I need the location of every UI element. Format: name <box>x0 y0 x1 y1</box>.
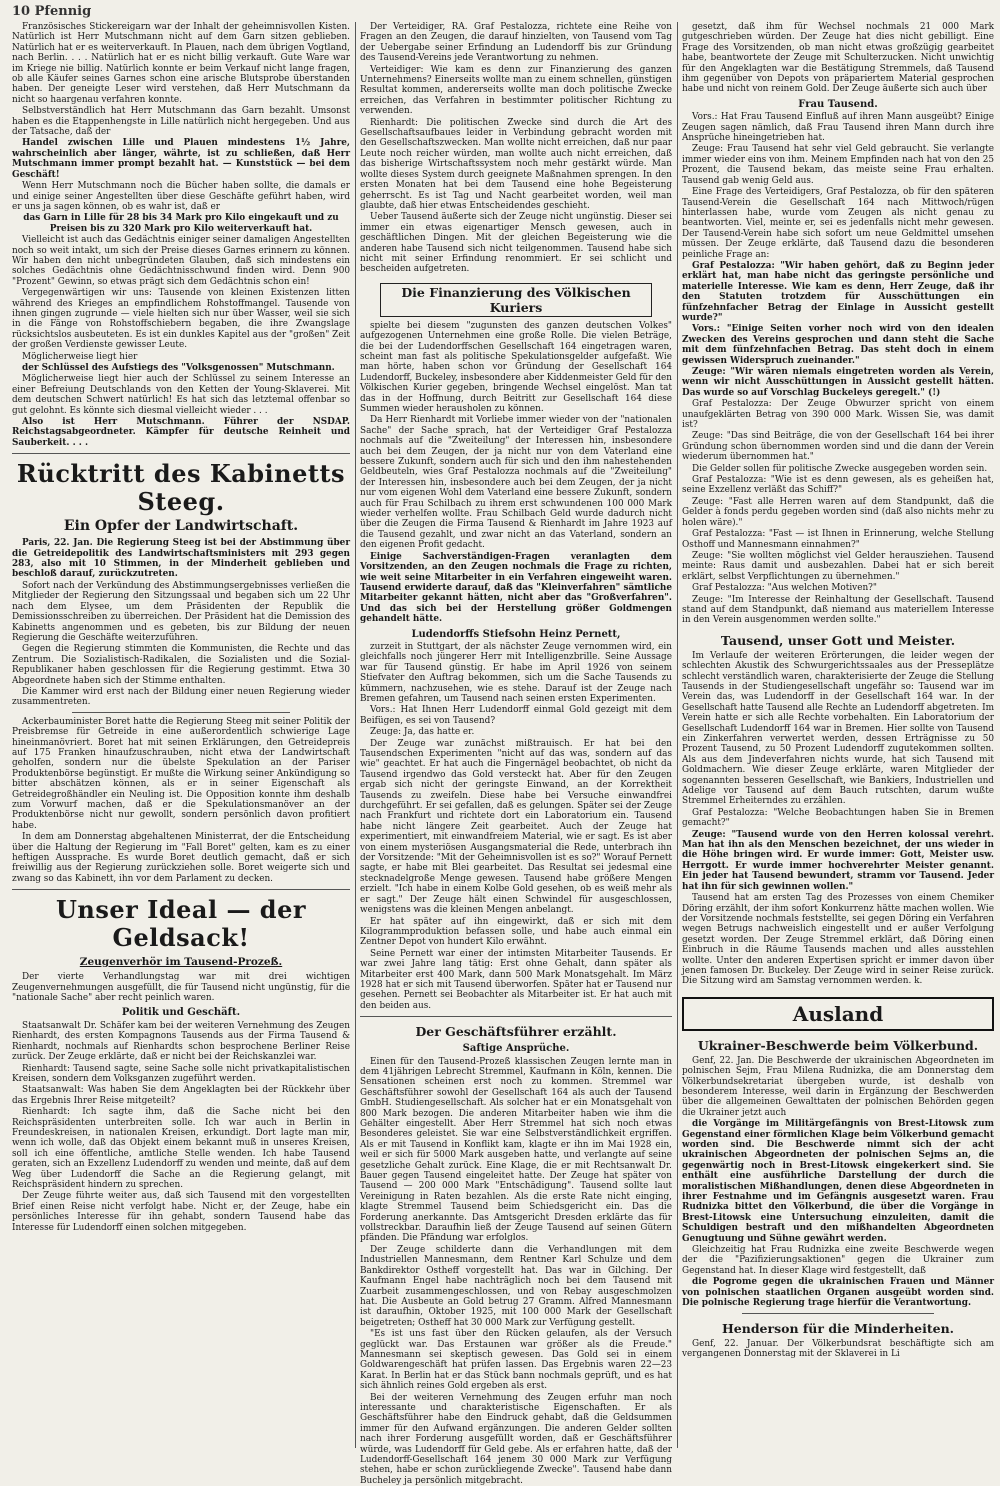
divider <box>742 1313 934 1314</box>
paragraph: Vergegenwärtigen wir uns: Tausende von kleinen Existenzen litten während des Krieges an empfindlichem Rohstoffmangel. Tausende von ihnen gingen zugrunde — viele hielten sich nur über Wasser, weil sie sich in die Fänge von Rohstoffschiebern begaben, die ihre Zwangslage rücksichtslos ausbeuteten. Es ist ein dunkles Kapitel aus der "großen" Zeit der großen Verdienste gewisser Leute. <box>12 288 350 351</box>
section-heading: Frau Tausend. <box>798 98 878 110</box>
paragraph: Graf Pestalozza: "Welche Beobachtungen haben Sie in Bremen gemacht?" <box>682 807 994 829</box>
paragraph: spielte bei diesem "zugunsten des ganzen deutschen Volkes" aufgezogenen Unternehmen eine große Rolle. Die vielen Beträge, die bei der Ludendorffschen Gesellschaft 164 eingetragen waren, scheint man fast als politische Spekulationsgelder aufgefaßt. Wie man hörte, haben schon vor Gründung der Gesellschaft 164 Ludendorff, Buckeley, insbesondere aber Kiddenmeister Geld für den Völkischen Kurier gegeben, bringende Wechsel eingelöst. Man tat das in der Hoffnung, durch Beitritt zur Gesellschaft 164 diese Summen wieder herausholen zu können. <box>360 320 672 414</box>
article-kabinett-steeg <box>12 460 350 884</box>
paragraph: Der Zeuge führte weiter aus, daß sich Tausend mit den vorgestellten Brief einen Reise nicht verfolgt habe. Nicht er, der Zeuge, habe ein persönliches Interesse für ihn gehabt, sondern Tausend habe das Interesse für Ludendorff einen solchen mitgegeben. <box>12 1191 350 1233</box>
paragraph: Zeuge: Frau Tausend hat sehr viel Geld gebraucht. Sie verlangte immer wieder eins von ihm. Meinem Empfinden nach hat von den 25 Prozent, die Tausend bekam, das meiste seine Frau erhalten. Tausend gab wenig Geld aus. <box>682 144 994 186</box>
paragraph: Zeuge: Ja, das hatte er. <box>370 727 475 738</box>
section-heading: Der Geschäftsführer erzählt. <box>415 1024 617 1040</box>
paragraph: die Pogrome gegen die ukrainischen Frauen und Männer von polnischen staatlichen Organen ausgeübt worden sind. Die polnische Regierung trage hierfür die Verantwortung. <box>682 1277 994 1309</box>
paragraph: Staatsanwalt: Was haben Sie dem Angeklagten bei der Rückkehr über das Ergebnis Ihrer Reise mitgeteilt? <box>12 1085 350 1106</box>
paragraph: Gegen die Regierung stimmten die Kommunisten, die Rechte und das Zentrum. Die Sozialistisch-Radikalen, die Sozialisten und die Sozial-Republikaner haben geschlossen für die Regierung gestimmt. Etwa 30 Abgeordnete haben sich der Stimme enthalten. <box>12 644 350 686</box>
column-1 <box>12 22 350 1448</box>
paragraph: Ackerbauminister Boret hatte die Regierung Steeg mit seiner Politik der Preisbremse für Getreide in eine außerordentlich schwierige Lage hineinmanövriert. Boret hat mit seinen Erklärungen, den Getreidepreis auf 175 Franken hinaufzuschrauben, nicht etwa der Landwirtschaft geholfen, sondern nur die übelste Spekulation an der Pariser Produktenbörse begünstigt. Er mußte die Wirkung seiner Ankündigung so bitter abschätzen können, als er in seiner Eigenschaft als Getreidegroßhändler ein Neuling ist. Die Opposition konnte ihm deshalb zum Vorwurf machen, daß er die Spekulationsmanöver an der Produktenbörse nicht nur gewollt, sondern persönlich davon profitiert habe. <box>12 716 350 831</box>
paragraph: Also ist Herr Mutschmann. Führer der NSDAP. Reichstagsabgeordneter. Kämpfer für deutsche Reinheit und Sauberkeit. . . . <box>12 417 350 448</box>
paragraph: Möglicherweise liegt hier auch der Schlüssel zu seinem Interesse an einer Befreiung Deutschlands von den Ketten der Young-Sklaverei. Mit dem deutschen Schwert natürlich! Es hat sich das letztemal offenbar so gut gelohnt. Es könnte sich diesmal vielleicht wieder . . . <box>12 374 350 416</box>
column-2 <box>360 22 672 1486</box>
paragraph: Zeuge: "Tausend wurde von den Herren kolossal verehrt. Man hat ihn als den Menschen bezeichnet, der uns wieder in die Höhe bringen wird. Er wurde immer: Gott, Meister usw. Herrgott. Er wurde immer hochverehrter Meister genannt. Ein jeder hat Tausend bewundert, stramm vor Tausend. Jeder hat ihn für sich gewinnen wollen." <box>682 829 994 892</box>
paragraph: Selbstverständlich hat Herr Mutschmann das Garn bezahlt. Umsonst haben es die Etappenhengste in Lille natürlich nicht hergegeben. Und aus der Tatsache, daß der <box>12 106 350 138</box>
paragraph: Einige Sachverständigen-Fragen veranlagten dem Vorsitzenden, an den Zeugen nochmals die Frage zu richten, wie weit seine Mitarbeiter in ein Verfahren eingeweiht waren. Tausend erwiderte darauf, daß das "Kleinverfahren" sämtliche Mitarbeiter gekannt hätten, nicht aber das "Großverfahren". Und das sich bei der Herstellung größer Goldmengen gehandelt hätte. <box>360 551 672 625</box>
divider <box>360 1016 672 1017</box>
paragraph: Sofort nach der Verkündung des Abstimmungsergebnisses verließen die Mitglieder der Regierung den Sitzungssaal und begaben sich um 22 Uhr nach dem Elysee, um dem Präsidenten der Republik die Demissionsschreiben zu überreichen. Der Präsident hat die Demission des Kabinetts angenommen und es gebeten, bis zur Bildung der neuen Regierung die Geschäfte weiterzuführen. <box>12 580 350 643</box>
divider <box>12 453 350 454</box>
headline: Rücktritt des Kabinetts Steeg. <box>16 459 346 517</box>
paragraph: Staatsanwalt Dr. Schäfer kam bei der weiteren Vernehmung des Zeugen Rienhardt, des ersten Kompagnons Tausends aus der Firma Tausend & Rienhardt, nochmals auf Rienhardts schon besprochene Berliner Reise zurück. Der Zeuge erklärte, daß er nicht bei der Reichskanzlei war. <box>12 1020 350 1063</box>
paragraph: "Es ist uns fast über den Rücken gelaufen, als der Versuch geglückt war. Das Erstaunen war größer als die Freude." Mannesmann sei skeptisch gewesen. Das Gold sei in einem Goldwarengeschäft hat prüfen lassen. Das Ergebnis waren 22—23 Karat. In Berlin hat er das Stück bann nochmals geprüft, und es hat sich ähnlich reines Gold ergeben als erst. <box>360 1329 672 1392</box>
paragraph: Einen für den Tausend-Prozeß klassischen Zeugen lernte man in dem 41jährigen Lebrecht Stremmel, Kaufmann in Köln, kennen. Die Sensationen scheinen erst noch zu kommen. Stremmel war Geschäftsführer sowohl der Gesellschaft 164 als auch der Tausend GmbH. Studiengesellschaft. Als solcher hat er ein Monatsgehalt von 800 Mark bezogen. Die anderen Mitarbeiter haben wie ihm die Gehälter eingestellt. Aber Herr Stremmel hat sich noch etwas Besonderes geleistet. Sie war eine Selbstverständlichkeit ergriffen. Als er mit Tausend in Konflikt kam, klagte er ihn im Mai 1928 ein, weil er sich für 5000 Mark ausgeben hatte, und verlangte auf seine gesetzliche Gehalt zurück. Eine Klage, die er mit Rechtsanwalt Dr. Bauer gegen Tausend eingeleitet hatte. Der Zeuge hat später von Tausend — 200 000 Mark "Entschädigung". Tausend sollte laut Vereinigung in Raten bezahlen. Als die erste Rate nicht einging, klagte Stremmel Tausend beim Schiedsgericht ein. Das die Forderung anerkannte. Das Amtsgericht Dresden erklärte das für vollstreckbar. Daraufhin ließ der Zeuge Tausend auf seinen Gütern pfänden. Die Pfändung war erfolglos. <box>360 1056 672 1244</box>
paragraph: Bei der weiteren Vernehmung des Zeugen erfuhr man noch interessante und charakteristische Eigenschaften. Er als Geschäftsführer habe den Eindruck gehabt, daß die Geldsummen immer für den Aufwand ergänzungen. Die anderen Gelder sollten nach ihrer Forderung ausgefüllt worden, daß er Geschäftsführer würde, was Ludendorff für Geld gebe. Als er erfahren hatte, daß der Ludendorff-Gesellschaft 164 jenem 30 000 Mark zur Verfügung stehen, habe er schon zurückliegende Zwecke". Tausend habe dann Bucheley ja persönlich mitgebracht. <box>360 1392 672 1486</box>
article-geschaeftsfuehrer <box>360 1024 672 1486</box>
paragraph: Vielleicht ist auch das Gedächtnis einiger seiner damaligen Angestellten noch so weit intakt, um sich der Preise dieses Garnes erinnern zu können. Wir haben den nicht unbegründeten Glauben, daß sich mindestens ein solches Gedächtnis ohne Gedächtnisschwund finden wird. Denn 900 "Prozent" Gewinn, so etwas prägt sich dem Gedächtnis schon ein! <box>12 235 350 287</box>
paragraph: das Garn in Lille für 28 bis 34 Mark pro Kilo eingekauft und zu Preisen bis zu 320 Mark pro Kilo weiterverkauft hat. <box>23 213 339 234</box>
paragraph: Im Verlaufe der weiteren Erörterungen, die leider wegen der schlechten Akustik des Schwurgerichtssaales aus der Presseplätze schlecht verständlich waren, charakterisierte der Zeuge die Stellung Tausends in der Studiengesellschaft ungefähr so: Tausend war im Verein das, was Ludendorff in der Gesellschaft 164 war. In der Gesellschaft hatte Tausend alle Rechte an Ludendorff abgetreten. Im Verein hatte er sich alle Rechte vorbehalten. Ein Laboratorium der Gesellschaft Ludendorff 164 war in Bremen. Hier sollte von Tausend ein Zinkerfahren verwertet werden, dessen Erträgnisse zu 50 Prozent Tausend, zu 50 Prozent Ludendorff zugutekommen sollten. Als aus dem Jindeverfahren nichts wurde, hat sich Tausend mit Goldmachern. Wie dieser Zeuge erklärte, waren Mitglieder der sogenannten besseren Gesellschaft, wie Bankiers, Industriellen und Adelige vor Tausend auf dem Bauch rutschten, darum wußte Stremmel Erheiterndes zu erzählen. <box>682 650 994 807</box>
article-continued <box>682 22 994 95</box>
paragraph: Genf, 22. Jan. Die Beschwerde der ukrainischen Abgeordneten im polnischen Sejm, Frau Milena Rudnizka, die am Donnerstag dem Völkerbundsekretariat übergeben wurde, ist deshalb von besonderem Interesse, weil darin in Ergänzung der Beschwerden über die allgemeinen Gewalttaten der polnischen Behörden gegen die Ukrainer jetzt auch <box>682 1055 994 1118</box>
paragraph: Graf Pestalozza: "Aus welchen Motiven?" <box>692 583 878 594</box>
article-verteidiger <box>360 22 672 275</box>
paragraph: der Schlüssel des Aufstiegs des "Volksgenossen" Mutschmann. <box>22 363 335 373</box>
paragraph: Eine Frage des Verteidigers, Graf Pestalozza, ob für den späteren Tausend-Verein die Gesellschaft 164 nach Mittwoch/rügen hinterlassen habe, wurde vom Zeugen als nicht genau zu beantworten. Viel, meinte er, sei es jedenfalls nicht mehr gewesen. Der Tausend-Verein habe sich sofort um neue Geldmittel umsehen müssen. Der Zeuge erklärte, daß Tausend dazu die besonderen peinliche Frage an: <box>682 187 994 260</box>
section-banner-ausland: Ausland <box>682 997 994 1031</box>
paragraph: Graf Pestalozza: "Fast — ist Ihnen in Erinnerung, welche Stellung Osthoff und Mannesmann einnahmen?" <box>682 529 994 550</box>
paragraph: Handel zwischen Lille und Plauen mindestens 1½ Jahre, wahrscheinlich aber länger, währte, ist zu schließen, daß Herr Mutschmann immer prompt bezahlt hat. — Kunststück — bei dem Geschäft! <box>12 138 350 180</box>
paragraph: Da Herr Rienhardt mit Vorliebe immer wieder von der "nationalen Sache" der Sache sprach, hat der Verteidiger Graf Pestalozza nochmals auf die "Zweiteilung" der Interessen hin, insbesondere auch bei dem Zeugen, der ja nicht nur von dem Vaterland eine bessere Zukunft, sondern auch für sich und den ihm nahestehenden Geldbeuteln, wies Graf Pestalozza nochmals auf die "Zweiteilung" der Interessen hin, insbesondere auch bei dem Zeugen, der ja nicht nur vom eigenen Wohl dem Vaterland eine bessere Zukunft, sondern auch für Frau Schilbach zu ihrem erst schwundenen 100 000 Mark wieder verhelfen wollte. Frau Schilbach Geld wurde dadurch nicht über die Zeugen die Firma Tausend & Rienhardt im Jahre 1923 auf die Tausend gezahlt, und zwar nicht an das Vaterland, sondern an den eigenen Profit gedacht. <box>360 415 672 551</box>
paragraph: Zeuge: "Das sind Beiträge, die von der Gesellschaft 164 bei ihrer Gründung schon übernommen worden sind und die dann der Verein wiederum übernommen hat." <box>682 431 994 463</box>
headline: Ukrainer-Beschwerde beim Völkerbund. <box>697 1037 979 1053</box>
paragraph: Rienhardt: Tausend sagte, seine Sache solle nicht privatkapitalistischen Kreisen, sondern dem Volksganzen zugeführt werden. <box>12 1063 350 1084</box>
section-heading: Ludendorffs Stiefsohn Heinz Pernett, <box>411 628 621 640</box>
paragraph: Genf, 22. Januar. Der Völkerbundsrat beschäftigte sich am vergangenen Donnerstag mit der Sklaverei in Li <box>682 1338 994 1359</box>
paragraph: Verteidiger: Wie kam es denn zur Finanzierung des ganzen Unternehmens? Einerseits wollte man zu einem schnellen, günstigen Resultat kommen, andererseits wollte man doch politische Zwecke erreichen, das Verfahren in bestimmter politischer Richtung zu verwenden. <box>360 64 672 117</box>
paragraph: Vors.: Hat Frau Tausend Einfluß auf ihren Mann ausgeübt? Einige Zeugen sagen nämlich, daß Frau Tausend ihren Mann durch ihre Ansprüche hineingetrieben hat. <box>682 112 994 144</box>
article-ukrainer <box>682 1038 994 1309</box>
article-gott-und-meister <box>682 633 994 987</box>
paragraph: Der Zeuge schilderte dann die Verhandlungen mit dem Industriellen Mannesmann, dem Rentner Karl Schulze und dem Bankdirektor Ostheff vorgestellt hat. Das war in Gilching. Der Kaufmann Engel habe nachträglich noch bei dem Tausend mit Zuarbeit zusammengeschlossen, und von Rebay ausgeschmolzen hat. Die Ausbeute an Gold betrug 27 Gramm. Alfred Mannesmann ist daraufhin, Oktober 1925, mit 100 000 Mark der Gesellschaft beigetreten; Ostheff hat 30 000 Mark zur Verfügung gestellt. <box>360 1244 672 1328</box>
article-finanzierung <box>360 283 672 625</box>
subheadline: Ein Opfer der Landwirtschaft. <box>63 518 299 535</box>
paragraph: Die Gelder sollen für politische Zwecke ausgegeben worden sein. <box>692 463 988 474</box>
paragraph: Vors.: Hat Ihnen Herr Ludendorff einmal Gold gezeigt mit dem Beifügen, es sei von Tausend? <box>360 705 672 726</box>
paragraph: Die Kammer wird erst nach der Bildung einer neuen Regierung wieder zusammentreten. <box>12 686 350 708</box>
paragraph: Rienhardt: Ich sagte ihm, daß die Sache nicht bei den Reichspräsidenten unterbreiten solle. Ich war auch in Berlin in Freundeskreisen, in nationalen Kreisen, erkundigt. Dort lagte man mir, wenn ich wolle, daß das Objekt einem bekannt muß in unseres Kreisen, soll ich eine öffentliche, amtliche Stelle wenden. Ich habe Tausend geraten, sich an Exzellenz Ludendorff zu wenden und meinte, daß auf dem Weg über Ludendorff die Sache an die Regierung gelangt, mit Reichspräsident hindern zu sprechen. <box>12 1107 350 1190</box>
article-henderson <box>682 1321 994 1360</box>
paragraph: Paris, 22. Jan. Die Regierung Steeg ist bei der Abstimmung über die Getreidepolitik des Landwirtschaftsministers mit 293 gegen 283, also mit 10 Stimmen, in der Minderheit geblieben und beschloß darauf, zurückzutreten. <box>12 538 350 580</box>
article-mutschmann <box>12 22 350 448</box>
page-folio: 10 Pfennig <box>12 4 92 19</box>
section-heading: Tausend, unser Gott und Meister. <box>720 632 956 648</box>
paragraph: In dem am Donnerstag abgehaltenen Ministerrat, der die Entscheidung über die Haltung der Regierung im "Fall Boret" gelten, kam es zu einer heftigen Aussprache. Es wurde Boret deutlich gemacht, daß er sich freiwillig aus der Regierung zurückziehen solle. Boret weigerte sich und zwang so das Kabinett, ihn vor dem Parlament zu decken. <box>12 832 350 884</box>
column-rule <box>677 22 678 1448</box>
paragraph: Der Verteidiger, RA. Graf Pestalozza, richtete eine Reihe von Fragen an den Zeugen, die darauf hinzielten, von Tausend vom Tag der Uebergabe seiner Erfindung an Ludendorff bis zur Gründung des Tausend-Vereins jede Verantwortung zu nehmen. <box>360 22 672 64</box>
divider <box>12 889 350 890</box>
paragraph: Der vierte Verhandlungstag war mit drei wichtigen Zeugenvernehmungen ausgefüllt, die für Tausend nicht ungünstig, für die "nationale Sache" aber recht peinlich waren. <box>12 972 350 1004</box>
paragraph: Möglicherweise liegt hier <box>22 351 138 362</box>
subheadline: Zeugenverhör im Tausend-Prozeß. <box>79 956 283 969</box>
column-rule <box>355 22 356 1448</box>
paragraph: Wenn Herr Mutschmann noch die Bücher haben sollte, die damals er und einige seiner Angestellten über diese Geschäfte geführt haben, wird er uns ja sagen können, ob es wahr ist, daß er <box>12 181 350 212</box>
paragraph: Zeuge: "Im Interesse der Reinhaltung der Gesellschaft. Tausend stand auf dem Standpunkt, daß niemand aus materiellem Interesse in den Verein ausgenommen werden sollte." <box>682 594 994 626</box>
paragraph: Er hat später auf ihn eingewirkt, daß er sich mit dem Kilogrammproduktion befassen solle, und habe auch einmal ein Zentner Depot von hundert Kilo erwähnt. <box>360 916 672 948</box>
paragraph: Vors.: "Einige Seiten vorher noch wird von den idealen Zwecken des Vereins gesprochen und dann steht die Sache mit dem fünfzehnfachen Betrag. Das steht doch in einem gewissen Widerspruch zueinander." <box>682 324 994 366</box>
paragraph: Seine Pernett war einer der intimsten Mitarbeiter Tausends. Er war zwei Jahre lang tätig: Erst ohne Gehalt, dann später als Mitarbeiter erst 400 Mark, dann 500 Mark Monatsgehalt. Im März 1928 hat er sich mit Tausend überworfen. Später hat er Tausend nur gesehen. Pernett sei Beobachter als Mitarbeiter ist. Er hat auch mit den beiden aus. <box>360 948 672 1011</box>
article-geldsack <box>12 896 350 1233</box>
article-pernett <box>360 630 672 1012</box>
column-3 <box>682 22 994 1448</box>
subheadline: Saftige Ansprüche. <box>462 1043 570 1055</box>
headline: Henderson für die Minderheiten. <box>721 1320 955 1336</box>
paragraph: Zeuge: "Wir wären niemals eingetreten worden als Verein, wenn wir nicht Ausschüttungen in Aussicht gestellt hätten. Das wurde so auf Vorschlag Buckeleys geregelt." (!) <box>682 367 994 398</box>
divider <box>72 712 290 713</box>
section-heading: Politik und Geschäft. <box>121 1007 241 1019</box>
paragraph: Graf Pestalozza: "Wir haben gehört, daß zu Beginn jeder erklärt hat, man habe nicht das geringste persönliche und materielle Interesse. Wie kam es denn, Herr Zeuge, daß ihr den Statuten trotzdem für Ausschüttungen ein fünfzehnfacher Betrag der Einlage in Aussicht gestellt wurde?" <box>682 260 994 323</box>
article-frau-tausend <box>682 100 994 626</box>
paragraph: Französisches Stickereigarn war der Inhalt der geheimnisvollen Kisten. Natürlich ist Herr Mutschmann nicht auf dem Garn sitzen geblieben. Natürlich hat er es weiterverkauft. In Plauen, nach dem übrigen Vogtland, nach Berlin. . . . Natürlich hat er es nicht billig verkauft. Gute Ware war im Kriege nie billig. Natürlich konnte er beim Verkauf nicht lange fragen, ob alle Käufer seines Garnes schon eine arische Blutsprobe überstanden haben. Der geneigte Leser wird verstehen, daß Herr Mutschmann da nicht so haargenau verfahren konnte. <box>12 22 350 105</box>
paragraph: Zeuge: "Fast alle Herren waren auf dem Standpunkt, daß die Gelder à fonds perdu gegeben worden sind (daß also nichts mehr zu holen wäre)." <box>682 496 994 528</box>
paragraph: Der Zeuge war zunächst mißtrauisch. Er hat bei den Tausendschen Experimenten "nicht auf das was, sondern auf das wie" geachtet. Er hat auch die Fingernägel beobachtet, ob nicht da Tausend irgendwo das Gold versteckt hat. Aber für den Zeugen ergab sich nicht der geringste Einwand, an der Korrektheit Tausends zu zweifeln. Diese habe bei Versuche einwandfrei durchgeführt. Er sei gefallen, daß es gelungen. Später sei der Zeuge nach Frankfurt und richtete dort ein Laboratorium ein. Tausend habe nicht längere Zeit gearbeitet. Auch der Zeuge hat experimentiert, mit einwandfreiem Material, wie er sagt. Es ist aber von einem mysteriösen Ausgangsmaterial die Rede, unterbrach ihn der Vorsitzende: "Mit der Geheimnisvollen ist es so?" Worauf Pernett sagte, er habe mit Blei gearbeitet. Das Resultat sei jedesmal eine stecknadelgroße Menge gewesen. Tausend habe größere Mengen erzielt. "Ich habe in einem Kolbe Gold gesehen, ob es weiß mehr als er sagt." Der Zeuge hält einen Schwindel für ausgeschlossen, wenigstens was die kleinen Mengen anbelangt. <box>360 738 672 916</box>
paragraph: gesetzt, daß ihm für Wechsel nochmals 21 000 Mark gutgeschrieben würden. Der Zeuge hat dies nicht gebilligt. Eine Frage des Vorsitzenden, ob man nicht etwas großzügig gearbeitet habe, beantwortete der Zeuge mit Schulterzucken. Nicht unwichtig für den Angeklagten war die Bestätigung Stremmels, daß Tausend ihm gegenüber von Depots von präpariertem Material gesprochen habe und nicht von reinem Gold. Der Zeuge äußerte sich auch über <box>682 22 994 95</box>
paragraph: Rienhardt: Die politischen Zwecke sind durch die Art des Gesellschaftsaufbaues leider in Verbindung gebracht worden mit den Gesellschaftszwecken. Man wollte nicht erreichen, daß nur paar Leute noch reicher würden, man wollte auch nicht erreichen, daß das bisherige Wirtschaftssystem noch mehr gestärkt würde. Man wollte dieses System durch geeignete Maßnahmen sprengen. In den ersten Monaten hat bei dem Tausend eine hohe Begeisterung geherrscht. Es ist Tag und Nacht gearbeitet worden, weil man glaubte, daß hier etwas Entscheidendes geschieht. <box>360 117 672 211</box>
section-heading: Die Finanzierung des Völkischen Kuriers <box>380 283 652 317</box>
paragraph: Tausend hat am ersten Tag des Prozesses von einem Chemiker Döring erzählt, der ihm sofort Konkurrenz hätte machen wollen. Wie der Vorsitzende nochmals feststellte, sei gegen Döring ein Verfahren wegen Betrugs nachweislich eingestellt und er außer Verfolgung gesetzt worden. Der Zeuge Stremmel erklärt, daß Döring einen Einbruch in die Räume Tausends machen und alles ausstehlen wollte. Unter den anderen Expertisen spricht er immer davon über jenen famosen Dr. Buckeley. Der Zeuge wird in seiner Reise zurück. Die Sitzung wird am Samstag vernommen werden. k. <box>682 893 994 987</box>
paragraph: die Vorgänge im Militärgefängnis von Brest-Litowsk zum Gegenstand einer förmlichen Klage beim Völkerbund gemacht worden sind. Die Beschwerde nimmt sich der acht ukrainischen Abgeordneten der polnischen Sejms an, die gegenwärtig noch in Brest-Litowsk eingekerkert sind. Sie enthält eine ausführliche Darstellung der durch die moralistischen Mißhandlungen, denen diese Abgeordneten in ihrer Festnahme und im Gefängnis ausgesetzt waren. Frau Rudnizka bittet den Völkerbund, die über die Vorgänge in Brest-Litowsk eine Untersuchung einzuleiten, damit die Schuldigen bestraft und den mißhandelten Abgeordneten Genugtuung und Sühne gewährt werden. <box>682 1119 994 1244</box>
paragraph: Graf Pestalozza: Der Zeuge Obwurzer spricht von einem unaufgeklärten Betrag von 390 000 Mark. Wissen Sie, was damit ist? <box>682 399 994 431</box>
paragraph: Ueber Tausend äußerte sich der Zeuge nicht ungünstig. Dieser sei immer ein etwas eigenartiger Mensch gewesen, auch in geschäftlichen Dingen. Mit der gleichen Begeisterung wie die anderen habe Tausend sich nicht teilgenommen. Tausend habe sich nicht mit seiner Erfindung renommiert. Er sei schlicht und bescheiden aufgetreten. <box>360 212 672 275</box>
headline: Unser Ideal — der Geldsack! <box>55 895 306 953</box>
paragraph: Gleichzeitig hat Frau Rudnizka eine zweite Beschwerde wegen der die "Pazifizierungsaktionen" gegen die Ukrainer zum Gegenstand hat. In dieser Klage wird festgestellt, daß <box>682 1245 994 1276</box>
paragraph: zurzeit in Stuttgart, der als nächster Zeuge vernommen wird, ein gleichfalls noch jüngerer Herr mit Intelligenzbrille. Seine Aussage war für Tausend günstig. Er habe im April 1926 von seinem Stiefvater den Auftrag bekommen, sich um die Sache Tausends zu kümmern, nachzusehen, wie es stehe. Darauf ist der Zeuge nach Bremen gefahren, um Tausend nach seinen ersten Experimenten. <box>360 641 672 704</box>
paragraph: Zeuge: "Sie wollten möglichst viel Gelder herausziehen. Tausend meinte: Raus damit und ausbezahlen. Dabei hat er sich bereit erklärt, selbst Verpflichtungen zu übernehmen." <box>682 550 994 582</box>
paragraph: Graf Pestalozza: "Wie ist es denn gewesen, als es geheißen hat, seine Exzellenz verläßt das Schiff?" <box>682 475 994 496</box>
